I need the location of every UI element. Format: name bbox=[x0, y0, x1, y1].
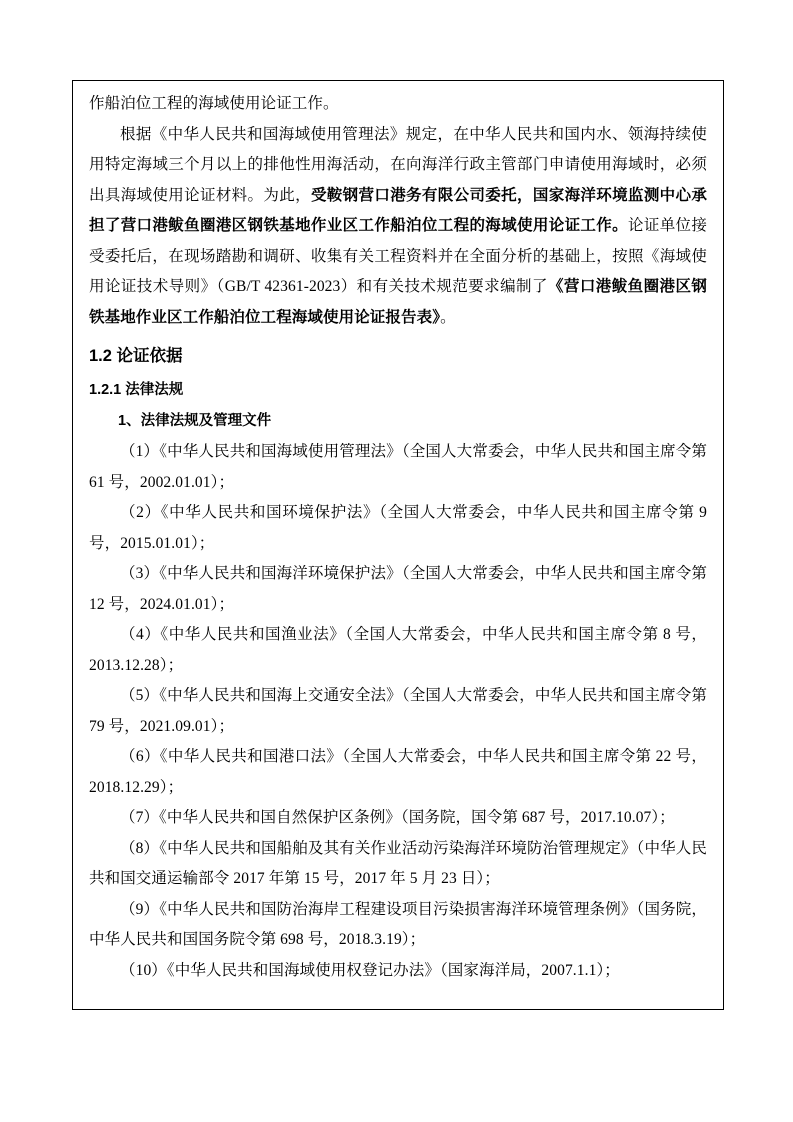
section-heading-1-2: 1.2 论证依据 bbox=[89, 347, 183, 365]
list-item: （10）《中华人民共和国海域使用权登记办法》（国家海洋局，2007.1.1）； bbox=[120, 961, 620, 979]
paragraph-segment-bold-2: 《营口港鲅鱼圈港区钢铁基地作业区工作船泊位工程海域使用论证报告表》 bbox=[89, 278, 707, 326]
paragraph-background bbox=[89, 120, 707, 334]
list-item: （3）《中华人民共和国海洋环境保护法》（全国人大常委会，中华人民共和国主席令第 12 号，2024.01.01）； bbox=[89, 565, 707, 613]
section-heading-1-2-1: 1.2.1 法律法规 bbox=[89, 382, 184, 398]
list-item: （7）《中华人民共和国自然保护区条例》（国务院，国令第 687 号，2017.10.07）； bbox=[120, 809, 675, 826]
list-item: （4）《中华人民共和国渔业法》（全国人大常委会，中华人民共和国主席令第 8 号，2013.12.28）； bbox=[89, 626, 707, 674]
list-item: （2）《中华人民共和国环境保护法》（全国人大常委会，中华人民共和国主席令第 9 号，2015.01.01）； bbox=[89, 504, 707, 552]
document-body-frame bbox=[72, 80, 724, 1010]
paragraph-segment-plain-3: 。 bbox=[440, 308, 456, 326]
list-item: （9）《中华人民共和国防治海岸工程建设项目污染损害海洋环境管理条例》（国务院，中华人民共和国国务院令第 698 号，2018.3.19）； bbox=[89, 900, 707, 948]
paragraph-continued: 作船泊位工程的海域使用论证工作。 bbox=[89, 95, 339, 112]
list-item: （5）《中华人民共和国海上交通安全法》（全国人大常委会，中华人民共和国主席令第 79 号，2021.09.01）； bbox=[89, 687, 707, 735]
paragraph-segment-plain-2: 论证单位接受委托后，在现场踏勘和调研、收集有关工程资料并在全面分析的基础上，按照《海域使用论证技术导则》（GB/T 42361-2023）和有关技术规范要求编制了 bbox=[89, 217, 707, 295]
list-item: （8）《中华人民共和国船舶及其有关作业活动污染海洋环境防治管理规定》（中华人民共和国交通运输部令 2017 年第 15 号，2017 年 5 月 23 日）； bbox=[89, 839, 707, 887]
list-item: （6）《中华人民共和国港口法》（全国人大常委会，中华人民共和国主席令第 22 号，2018.12.29）； bbox=[89, 748, 707, 796]
paragraph-segment-bold-1: 受鞍钢营口港务有限公司委托，国家海洋环境监测中心承担了营口港鲅鱼圈港区钢铁基地作业区工作船泊位工程的海域使用论证工作。 bbox=[89, 186, 707, 234]
paragraph-segment-plain-1: 根据《中华人民共和国海域使用管理法》规定，在中华人民共和国内水、领海持续使用特定海域三个月以上的排他性用海活动，在向海洋行政主管部门申请使用海域时，必须出具海域使用论证材料。为此， bbox=[89, 125, 707, 204]
subsection-heading-laws-and-docs: 1、法律法规及管理文件 bbox=[118, 413, 272, 429]
document-content bbox=[73, 81, 723, 986]
list-item: （1）《中华人民共和国海域使用管理法》（全国人大常委会，中华人民共和国主席令第 61 号，2002.01.01）； bbox=[89, 443, 707, 491]
